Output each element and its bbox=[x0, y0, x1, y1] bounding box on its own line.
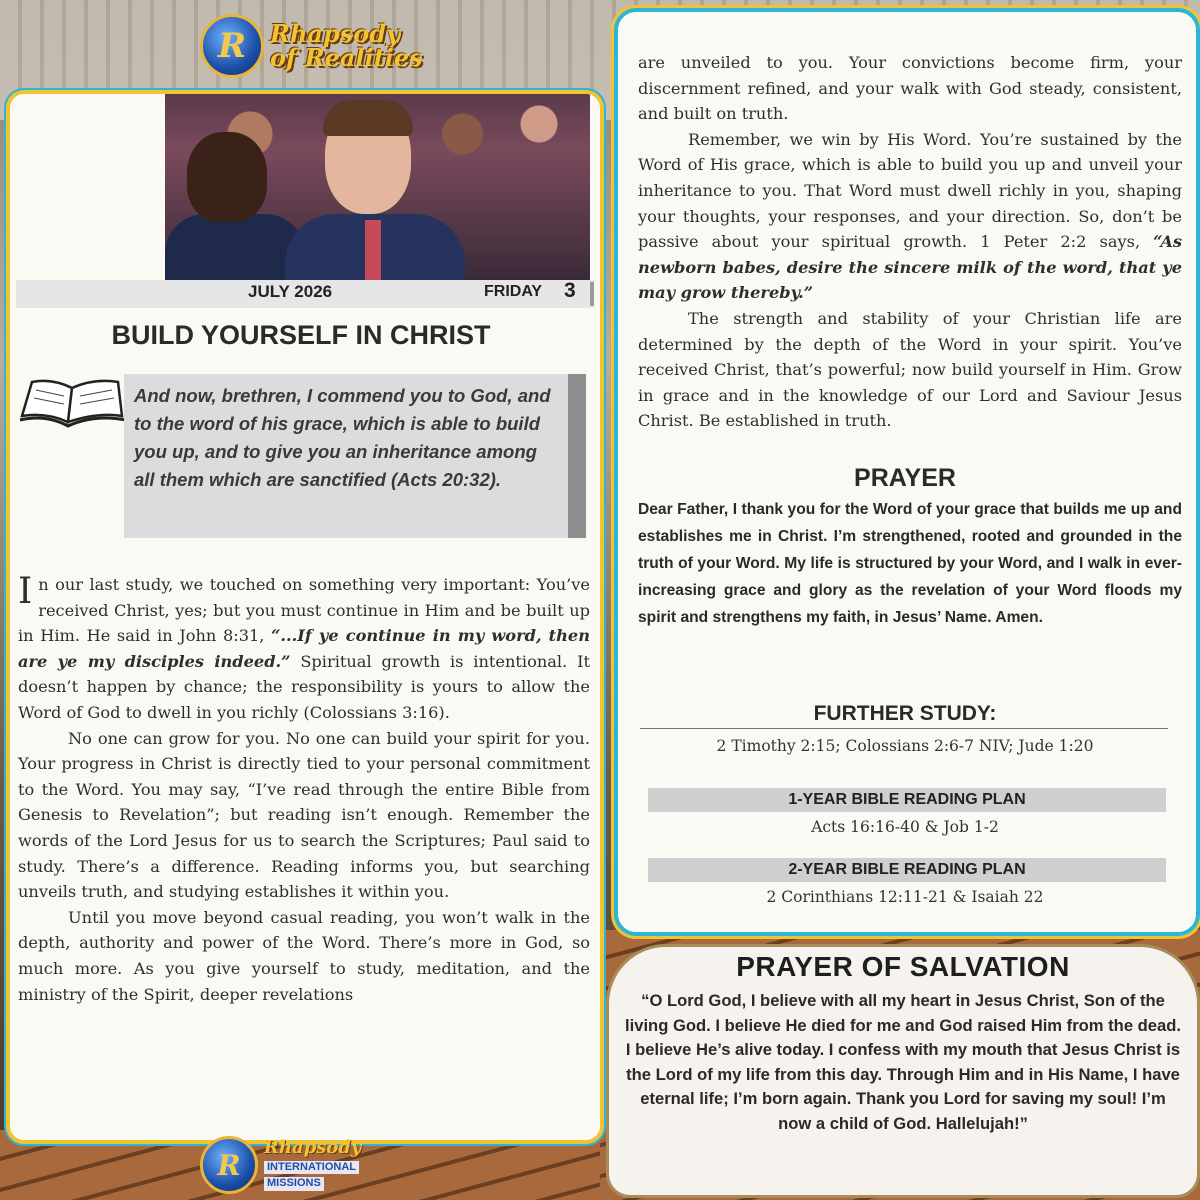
rhapsody-logo-top bbox=[200, 8, 430, 84]
scripture-quote: “...If ye continue in my word, then are ye my disciples indeed.” bbox=[18, 626, 590, 671]
prayer-heading: PRAYER bbox=[854, 464, 956, 492]
devotional-left-card bbox=[6, 90, 604, 1144]
verse-accent-bar bbox=[568, 374, 586, 538]
logo-line-3: MISSIONS bbox=[264, 1177, 324, 1191]
globe-r-logo-icon: R bbox=[200, 14, 264, 78]
plan2-heading: 2-YEAR BIBLE READING PLAN bbox=[788, 861, 1026, 878]
plan1-text: Acts 16:16-40 & Job 1-2 bbox=[811, 818, 999, 836]
plan2-text: 2 Corinthians 12:11-21 & Isaiah 22 bbox=[766, 888, 1044, 906]
date-weekday: FRIDAY bbox=[484, 283, 543, 300]
further-study-text: 2 Timothy 2:15; Colossians 2:6-7 NIV; Jude 1:20 bbox=[716, 737, 1094, 755]
devotional-title: BUILD YOURSELF IN CHRIST bbox=[111, 320, 491, 350]
further-study-divider bbox=[640, 728, 1168, 729]
paragraph: The strength and stability of your Christian life are determined by the depth of the Word in your spirit. You’ve received Christ, that’s powerful; now build yourself in Him. Grow in grace and in the knowledge of our Lord and Saviour Jesus Christ. Be established in truth. bbox=[638, 308, 1182, 431]
plan1-heading: 1-YEAR BIBLE READING PLAN bbox=[788, 791, 1026, 808]
date-divider bbox=[590, 282, 594, 306]
scripture-quote: “As newborn babes, desire the sincere milk of the word, that ye may grow thereby.” bbox=[638, 232, 1182, 303]
prayer-of-salvation-box bbox=[606, 944, 1200, 1198]
open-book-icon bbox=[18, 376, 128, 428]
logo-line-1: Rhapsody bbox=[264, 1136, 362, 1158]
logo-line-2: INTERNATIONAL bbox=[264, 1161, 359, 1175]
date-month: JULY 2026 bbox=[248, 282, 333, 301]
further-study-heading: FURTHER STUDY: bbox=[813, 702, 997, 725]
logo-line-1: Rhapsody bbox=[270, 19, 400, 48]
logo-line-2: of Realities bbox=[270, 43, 423, 72]
paragraph: In our last study, we touched on something very important: You’ve received Christ, yes; but you must continue in Him and be built up in Him. He said in John 8:31, “...If ye continue in my word, then are ye my disciples indeed.” Spiritual growth is intentional. It doesn’t happen by chance; the responsibility is yours to allow the Word of God to dwell in you richly (Colossians 3:16). bbox=[18, 571, 590, 722]
devotional-body-right bbox=[638, 50, 1182, 434]
congregation-photo bbox=[165, 94, 590, 280]
salvation-text: “O Lord God, I believe with all my heart in Jesus Christ, Son of the living God. I believe He died for me and God raised Him from the dead. I believe He’s alive today. I confess with my mouth that Jesus Christ is the Lord of my life from this day. Through Him and in His Name, I have eternal life; I’m born again. Thank you Lord for saving my soul! I’m now a child of God. Hallelujah!” bbox=[625, 991, 1181, 1133]
key-verse: And now, brethren, I commend you to God, and to the word of his grace, which is able to build you up, and to give you an inheritance among all them which are sanctified (Acts 20:32). bbox=[134, 385, 551, 490]
devotional-right-card bbox=[614, 8, 1200, 936]
paragraph: Remember, we win by His Word. You’re sustained by the Word of His grace, which is able to build you up and unveil your inheritance to you. That Word must dwell richly in you, shaping your thoughts, your responses, and your direction. So, don’t be passive about your spiritual growth. 1 Peter 2:2 says, “As newborn babes, desire the sincere milk of the word, that ye may grow thereby.” bbox=[638, 129, 1182, 303]
devotional-body-left bbox=[18, 572, 590, 1007]
paragraph: No one can grow for you. No one can build your spirit for you. Your progress in Christ is directly tied to your personal commitment to the Word. You may say, “I’ve read through the entire Bible from Genesis to Revelation”; but reading isn’t enough. Remember the words of the Lord Jesus for us to search the Scriptures; Paul said to study. There’s a difference. Reading informs you, but searching unveils truth, and studying establishes it within you. bbox=[18, 728, 590, 902]
date-number: 3 bbox=[564, 279, 576, 302]
prayer-text: Dear Father, I thank you for the Word of your grace that builds me up and establishes me in Christ. I’m strengthened, rooted and grounded in the truth of your Word. My life is structured by your Word, and I walk in ever-increasing grace and glory as the revelation of your Word floods my spirit and strengthens my faith, in Jesus’ Name. Amen. bbox=[638, 501, 1182, 626]
salvation-heading: PRAYER OF SALVATION bbox=[736, 951, 1070, 982]
globe-r-logo-icon: R bbox=[200, 1136, 258, 1194]
paragraph: Until you move beyond casual reading, you won’t walk in the depth, authority and power of the Word. There’s more in God, so much more. As you give yourself to study, meditation, and the ministry of the Spirit, deeper revelations bbox=[18, 907, 590, 1004]
paragraph: are unveiled to you. Your convictions become firm, your discernment refined, and your walk with God steady, consistent, and built on truth. bbox=[638, 53, 1182, 124]
drop-cap: I bbox=[18, 571, 33, 612]
rhapsody-missions-logo bbox=[200, 1135, 400, 1195]
